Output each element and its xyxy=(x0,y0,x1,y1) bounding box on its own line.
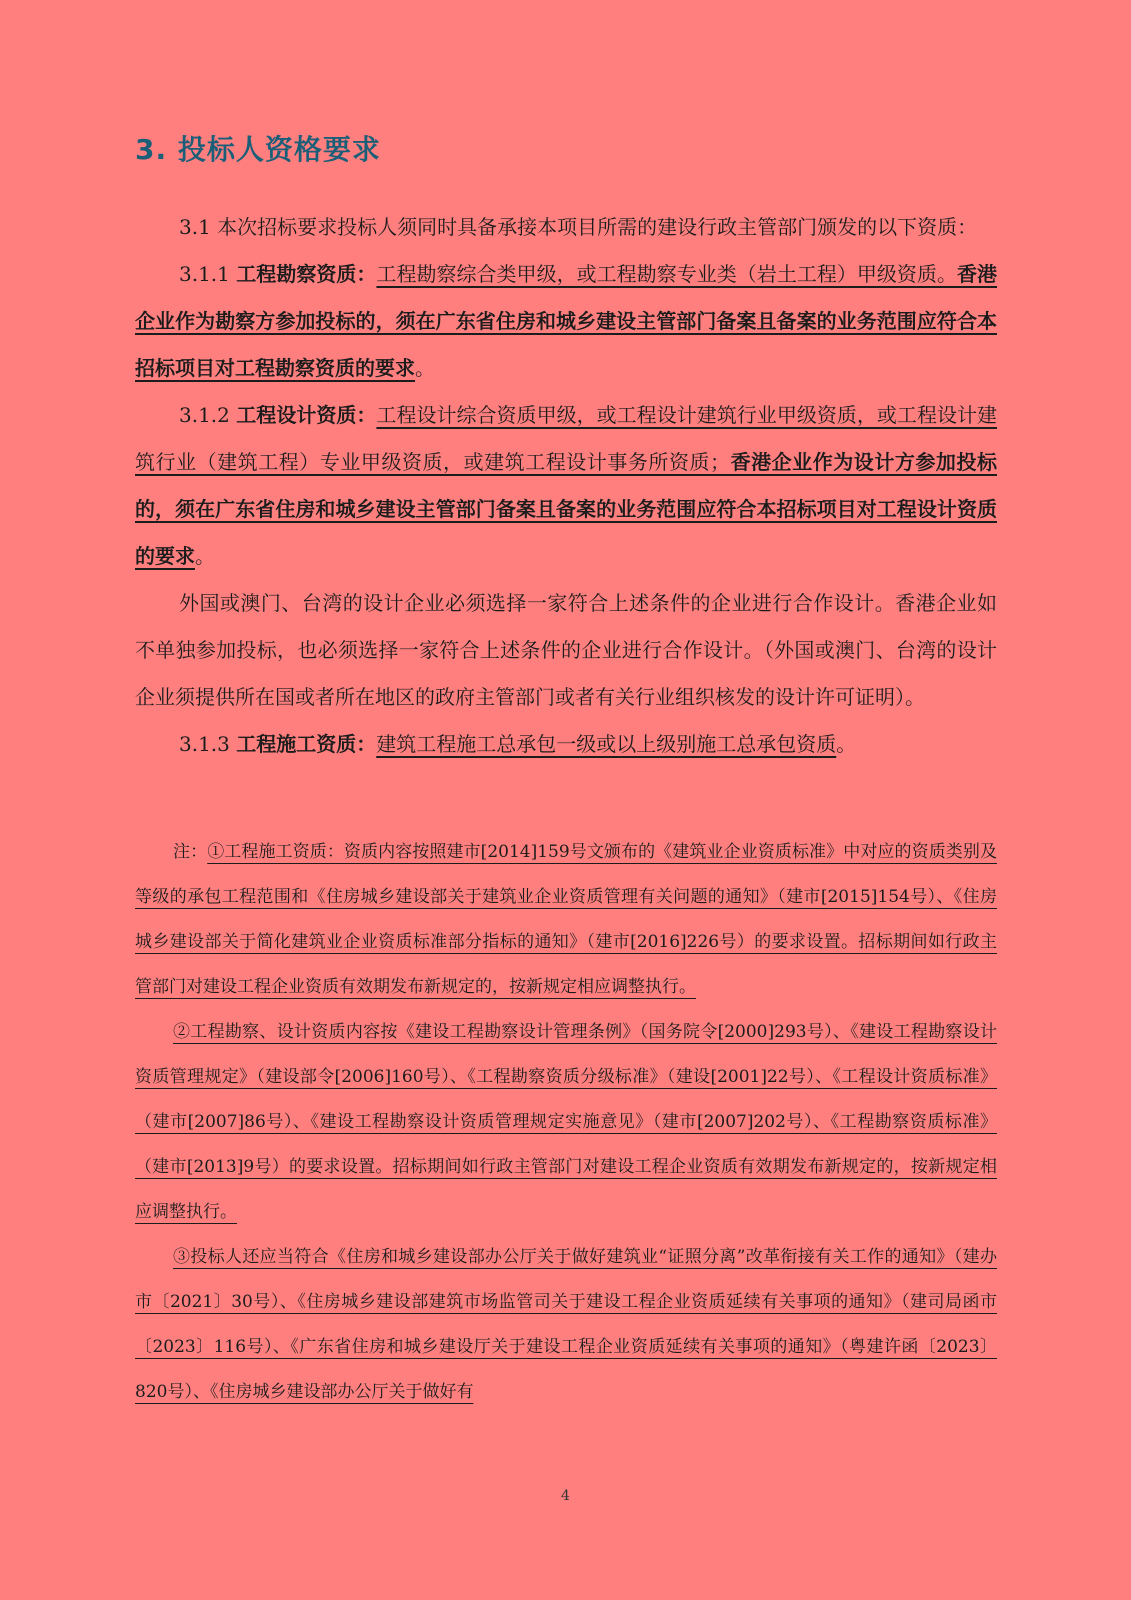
clause-bold-text: 香港企业作为勘察方参加投标的，须在广东省住房和城乡建设主管部门备案且备案的业务范围应符合本招标项目对工程勘察资质的要求 xyxy=(135,262,998,380)
note-prefix: 注： xyxy=(173,842,208,862)
clause-text: 建筑工程施工总承包一级或以上级别施工总承包资质 xyxy=(376,732,837,756)
clause-label: 工程设计资质： xyxy=(236,403,377,427)
clause-end: 。 xyxy=(415,356,435,380)
note-3 xyxy=(135,1235,997,1415)
clause-text: 工程设计综合资质甲级，或工程设计建筑行业甲级资质，或工程设计建筑行业（建筑工程）专业甲级资质，或建筑工程设计事务所资质； xyxy=(135,403,998,474)
paragraph-foreign-enterprises: 外国或澳门、台湾的设计企业必须选择一家符合上述条件的企业进行合作设计。香港企业如不单独参加投标，也必须选择一家符合上述条件的企业进行合作设计。（外国或澳门、台湾的设计企业须提供所在国或者所在地区的政府主管部门或者有关行业组织核发的设计许可证明）。 xyxy=(135,591,997,709)
page-number: 4 xyxy=(561,1488,570,1504)
section-heading: 3. 投标人资格要求 xyxy=(135,133,381,166)
paragraph-3-1-2 xyxy=(135,392,997,580)
note-1 xyxy=(135,830,997,1010)
paragraph-3-1-1 xyxy=(135,251,997,392)
qualification-body xyxy=(135,204,997,768)
note-2 xyxy=(135,1010,997,1235)
clause-end: 。 xyxy=(836,732,857,756)
note-1-text: ①工程施工资质：资质内容按照建市[2014]159号文颁布的《建筑业企业资质标准》中对应的资质类别及等级的承包工程范围和《住房城乡建设部关于建筑业企业资质管理有关问题的通知》（建市[2015]154号）、《住房城乡建设部关于简化建筑业企业资质标准部分指标的通知》（建市[2016]226号）的要求设置。招标期间如行政主管部门对建设工程企业资质有效期发布新规定的，按新规定相应调整执行。 xyxy=(135,842,997,997)
clause-number: 3.1.2 xyxy=(179,403,237,427)
clause-bold-text: 香港企业作为设计方参加投标的，须在广东省住房和城乡建设主管部门备案且备案的业务范围应符合本招标项目对工程设计资质的要求 xyxy=(135,450,998,568)
clause-label: 工程施工资质： xyxy=(236,732,377,756)
paragraph-3-1-3 xyxy=(135,721,997,768)
clause-number: 3.1.3 xyxy=(179,732,237,756)
note-2-text: ②工程勘察、设计资质内容按《建设工程勘察设计管理条例》（国务院令[2000]293号）、《建设工程勘察设计资质管理规定》（建设部令[2006]160号）、《工程勘察资质分级标准》（建设[2001]22号）、《工程设计资质标准》（建市[2007]86号）、《建设工程勘察设计资质管理规定实施意见》（建市[2007]202号）、《工程勘察资质标准》（建市[2013]9号）的要求设置。招标期间如行政主管部门对建设工程企业资质有效期发布新规定的，按新规定相应调整执行。 xyxy=(135,1022,997,1222)
clause-number: 3.1.1 xyxy=(179,262,237,286)
notes-section xyxy=(135,830,997,1415)
clause-end: 。 xyxy=(195,544,215,568)
clause-text: 工程勘察综合类甲级，或工程勘察专业类（岩土工程）甲级资质。 xyxy=(376,262,957,286)
clause-label: 工程勘察资质： xyxy=(236,262,377,286)
paragraph-3-1: 3.1 本次招标要求投标人须同时具备承接本项目所需的建设行政主管部门颁发的以下资质： xyxy=(179,215,978,239)
note-3-text: ③投标人还应当符合《住房和城乡建设部办公厅关于做好建筑业“证照分离”改革衔接有关工作的通知》（建办市〔2021〕30号）、《住房城乡建设部建筑市场监管司关于建设工程企业资质延续有关事项的通知》（建司局函市〔2023〕116号）、《广东省住房和城乡建设厅关于建设工程企业资质延续有关事项的通知》（粤建许函〔2023〕820号）、《住房城乡建设部办公厅关于做好有 xyxy=(135,1247,997,1402)
